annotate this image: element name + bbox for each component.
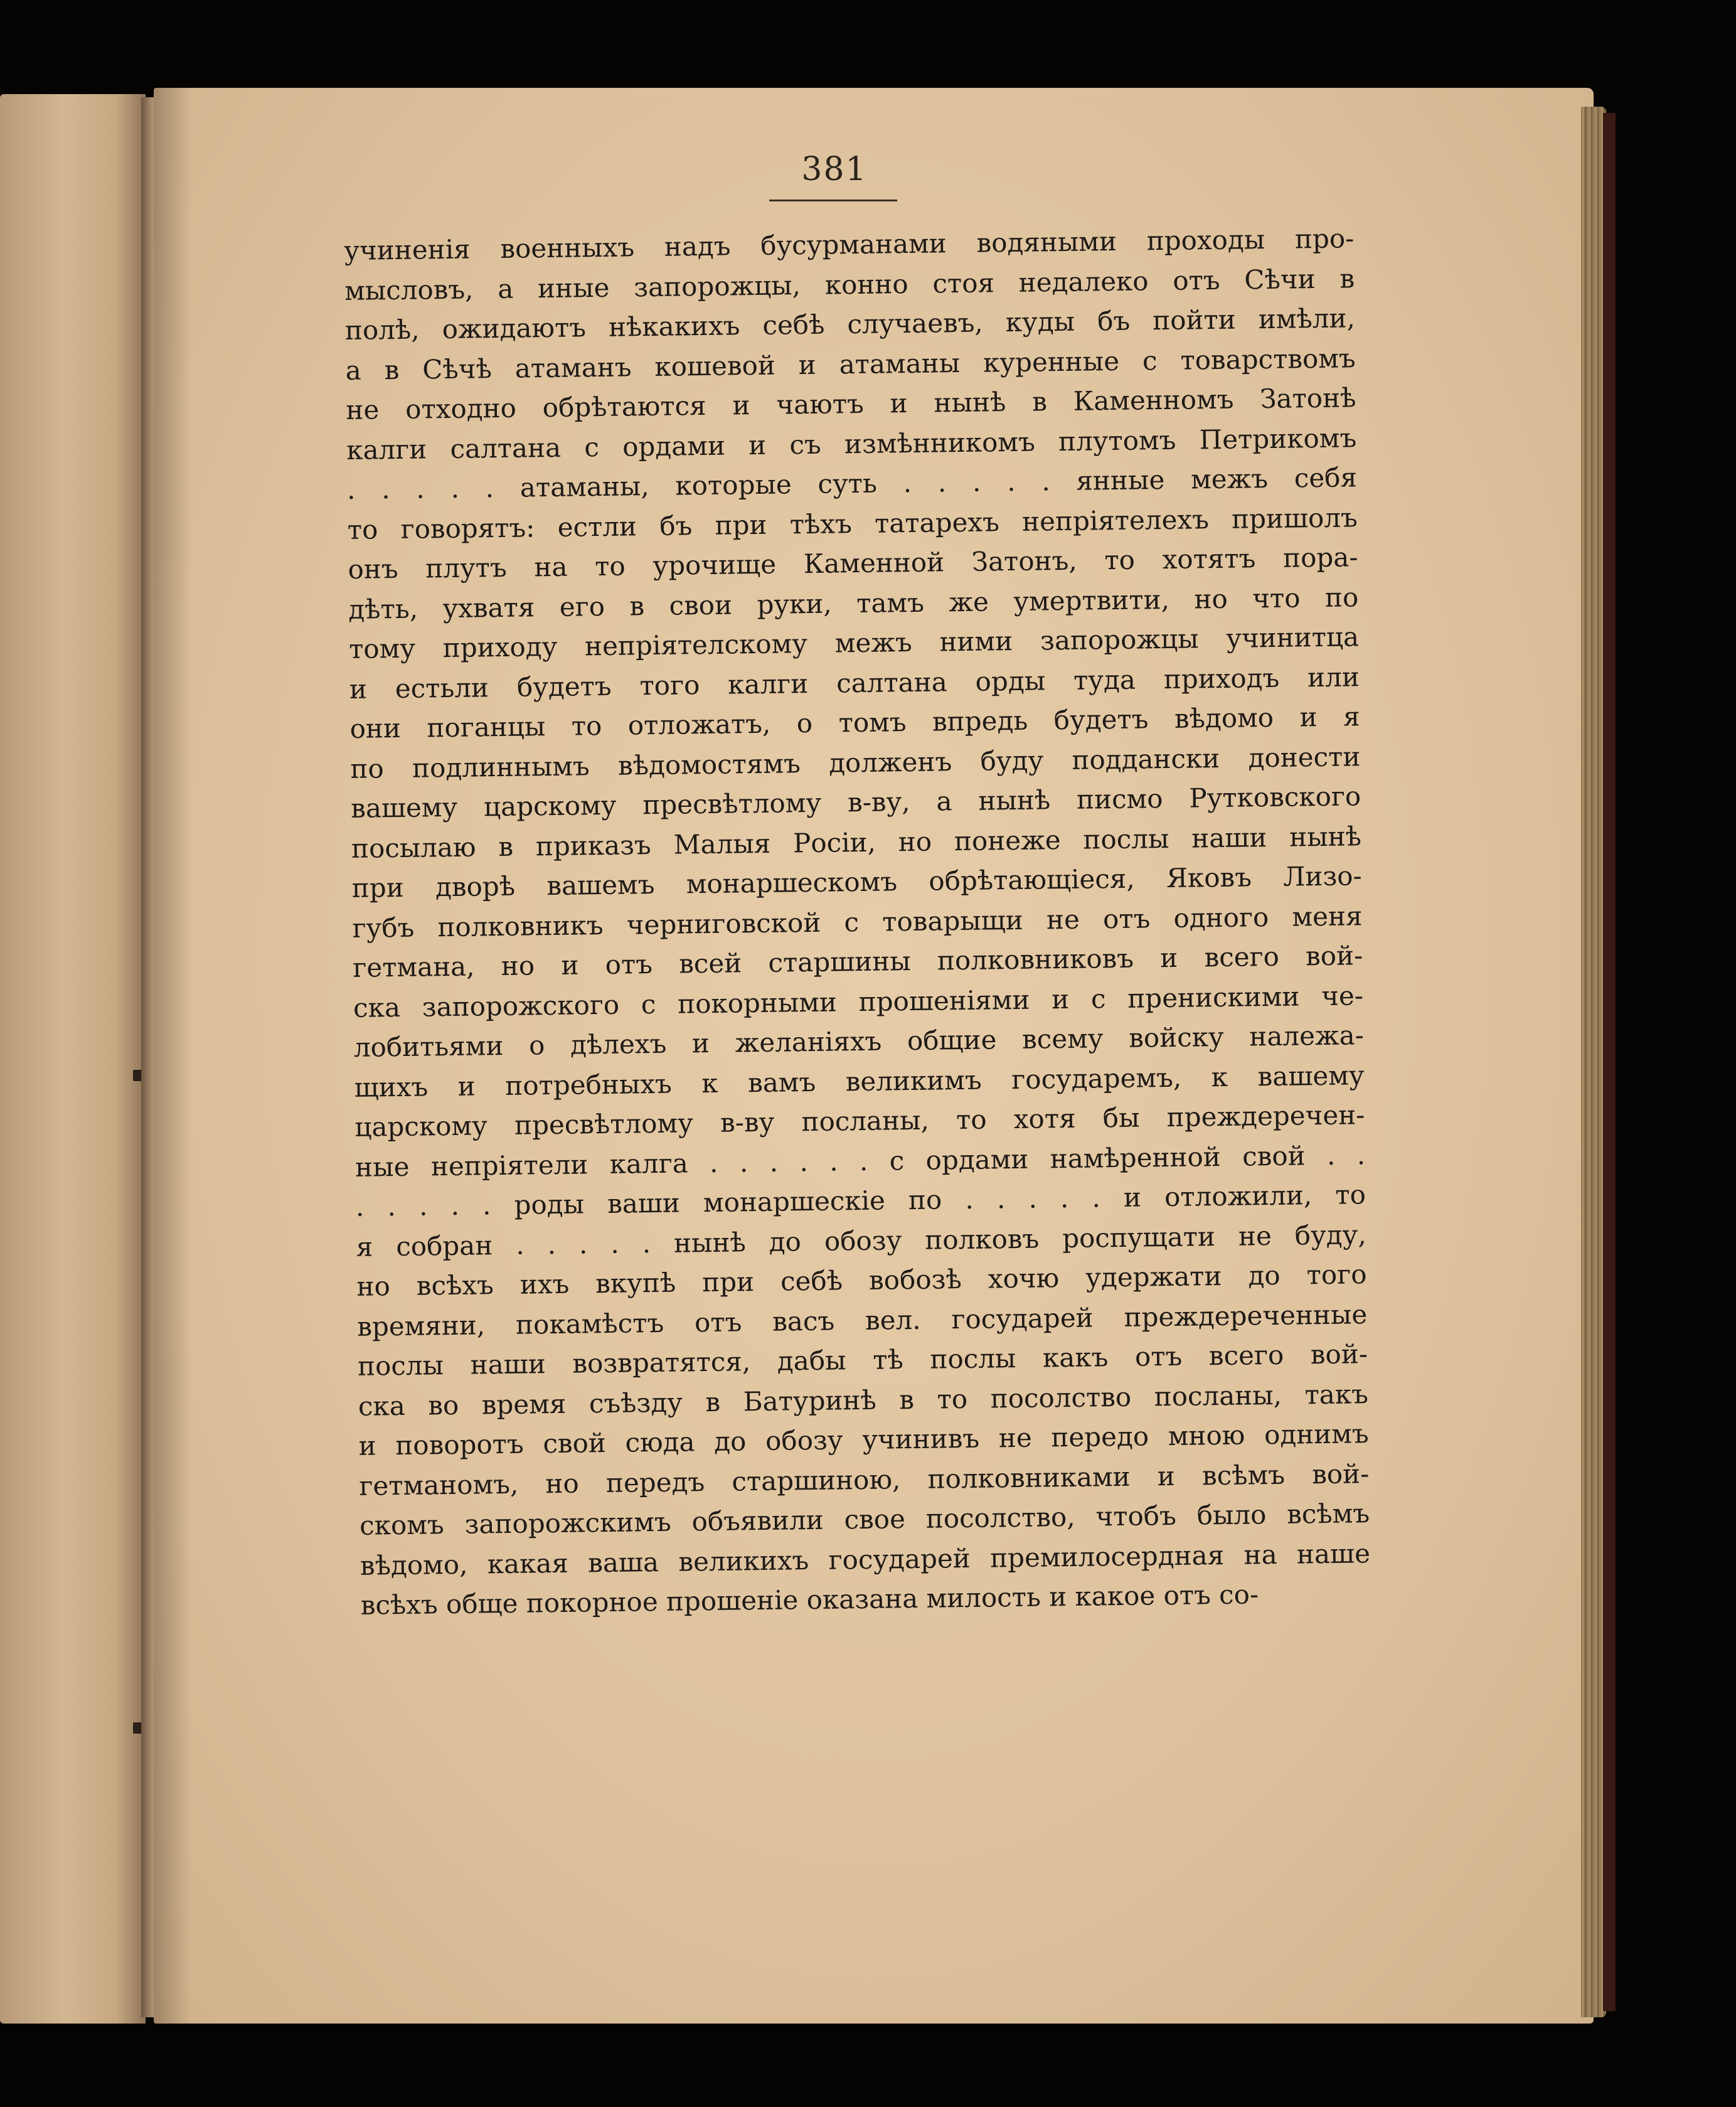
text-line: ска запорожского с покорными прошеніями и с пренискими че- bbox=[353, 979, 1364, 1023]
text-line: посылаю в приказъ Малыя Росіи, но понеже послы наши нынѣ bbox=[351, 820, 1362, 864]
text-line: ска во время съѣзду в Батуринѣ в то посолство посланы, такъ bbox=[358, 1378, 1369, 1422]
text-line: времяни, покамѣстъ отъ васъ вел. государей преждереченные bbox=[357, 1298, 1368, 1342]
text-line: они поганцы то отложатъ, о томъ впредь будетъ вѣдомо и я bbox=[349, 701, 1360, 744]
text-line: вашему царскому пресвѣтлому в-ву, а нынѣ писмо Рутковского bbox=[350, 781, 1361, 824]
text-line: . . . . . роды ваши монаршескіе по . . . . . и отложили, то bbox=[355, 1179, 1366, 1222]
text-line: гетманомъ, но передъ старшиною, полковниками и всѣмъ вой- bbox=[359, 1458, 1370, 1502]
text-line: то говорятъ: естли бъ при тѣхъ татарехъ непріятелехъ пришолъ bbox=[347, 501, 1358, 545]
text-line: царскому пресвѣтлому в-ву посланы, то хотя бы преждеречен- bbox=[354, 1099, 1365, 1143]
text-line: но всѣхъ ихъ вкупѣ при себѣ вобозѣ хочю удержати до того bbox=[356, 1259, 1367, 1302]
text-line: я собран . . . . . нынѣ до обозу полковъ роспущати не буду, bbox=[356, 1219, 1366, 1262]
text-line: калги салтана с ордами и съ измѣнникомъ плутомъ Петрикомъ bbox=[346, 422, 1357, 466]
text-line: мысловъ, а иные запорожцы, конно стоя недалеко отъ Сѣчи в bbox=[344, 262, 1355, 306]
text-line: всѣхъ обще покорное прошеніе оказана милость и какое отъ со- bbox=[360, 1579, 1259, 1621]
text-line: дѣть, ухватя его в свои руки, тамъ же умертвити, но что по bbox=[348, 581, 1359, 625]
text-line: вѣдомо, какая ваша великихъ государей премилосердная на наше bbox=[359, 1537, 1371, 1581]
text-line: гетмана, но и отъ всей старшины полковниковъ и всего вой- bbox=[353, 940, 1363, 983]
cover-edge bbox=[1603, 113, 1616, 2011]
text-line: при дворѣ вашемъ монаршескомъ обрѣтающіеся, Яковъ Лизо- bbox=[351, 860, 1362, 904]
text-line: и естьли будетъ того калги салтана орды туда приходъ или bbox=[349, 661, 1360, 705]
text-line: тому приходу непріятелскому межъ ними запорожцы учинитца bbox=[348, 621, 1360, 664]
page-number: 381 bbox=[801, 151, 868, 188]
text-line: онъ плутъ на то урочище Каменной Затонъ, то хотятъ пора- bbox=[348, 541, 1358, 585]
text-line: щихъ и потребныхъ к вамъ великимъ государемъ, к вашему bbox=[354, 1059, 1365, 1103]
page-block-edge bbox=[1581, 107, 1606, 2017]
text-line: ные непріятели калга . . . . . . с ордами намѣренной свой . . bbox=[354, 1139, 1366, 1183]
text-line: губъ полковникъ черниговской с товарыщи не отъ одного меня bbox=[352, 900, 1363, 944]
left-page-edge bbox=[0, 94, 146, 2024]
body-text bbox=[344, 218, 1371, 1625]
text-line: скомъ запорожскимъ объявили свое посолство, чтобъ было всѣмъ bbox=[359, 1498, 1370, 1541]
text-line: а в Сѣчѣ атаманъ кошевой и атаманы куренные с товарствомъ bbox=[345, 342, 1356, 386]
text-line: послы наши возвратятся, дабы тѣ послы какъ отъ всего вой- bbox=[357, 1338, 1368, 1382]
text-line: полѣ, ожидаютъ нѣкакихъ себѣ случаевъ, куды бъ пойти имѣли, bbox=[344, 302, 1356, 346]
text-line: по подлиннымъ вѣдомостямъ долженъ буду поддански донести bbox=[350, 740, 1361, 784]
text-line: и поворотъ свой сюда до обозу учинивъ не передо мною однимъ bbox=[358, 1418, 1369, 1461]
text-line: учиненія военныхъ надъ бусурманами водяными проходы про- bbox=[344, 223, 1355, 266]
text-line: лобитьями о дѣлехъ и желаніяхъ общие всему войску належа- bbox=[353, 1020, 1365, 1063]
page-number-rule bbox=[769, 200, 897, 201]
text-line: не отходно обрѣтаются и чаютъ и нынѣ в Каменномъ Затонѣ bbox=[346, 382, 1356, 425]
text-line: . . . . . атаманы, которые суть . . . . . янные межъ себя bbox=[346, 462, 1358, 505]
gutter-shadow bbox=[154, 88, 191, 2024]
